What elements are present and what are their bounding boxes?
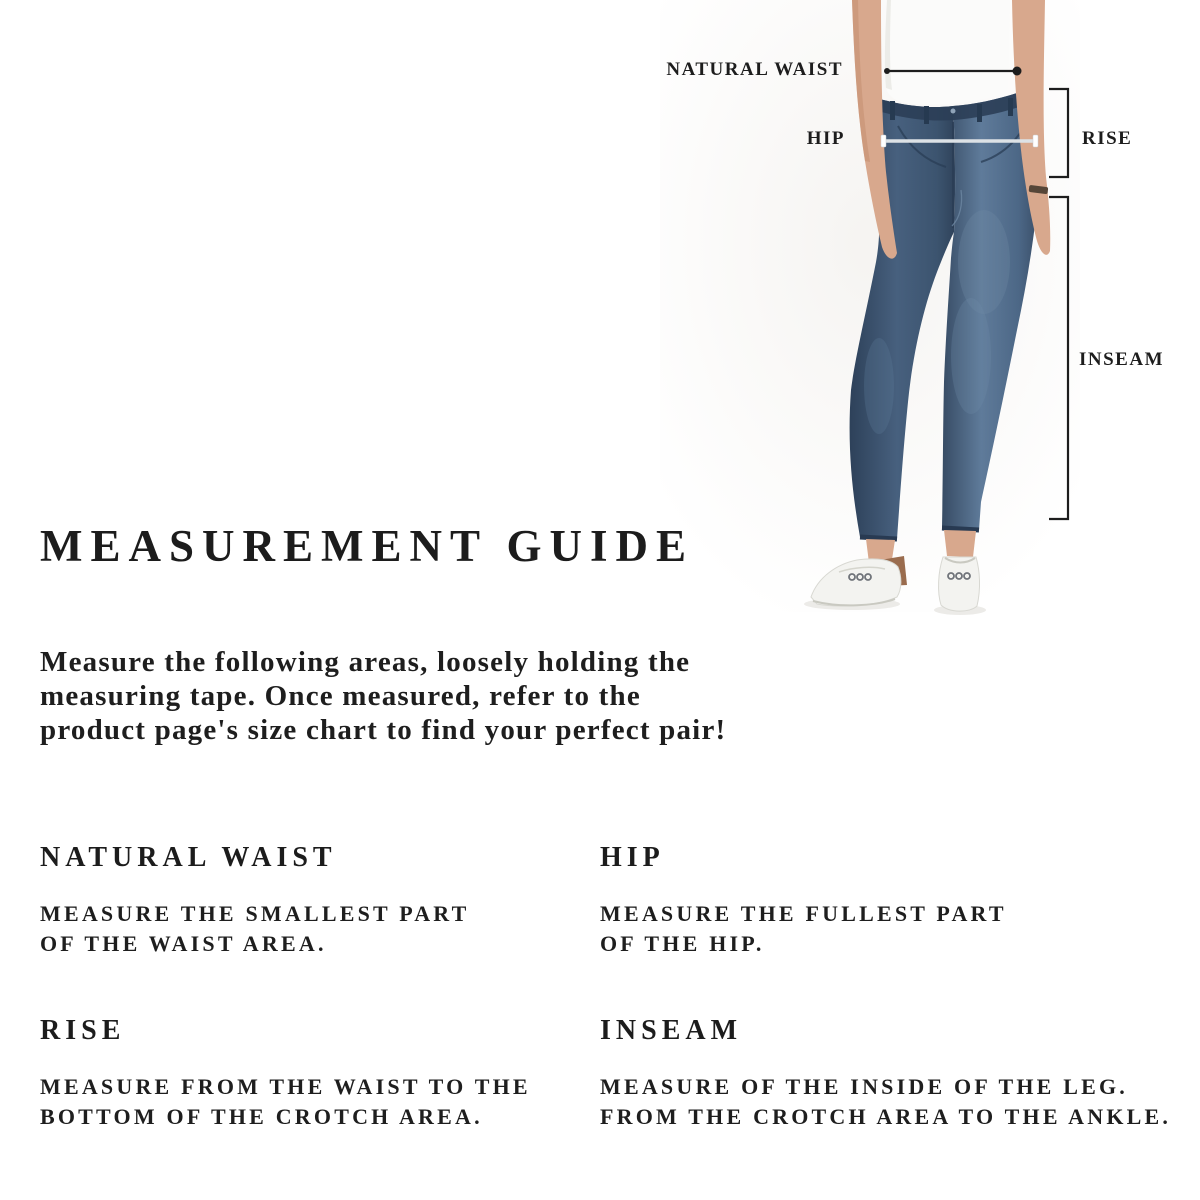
belt-loop [1008,98,1013,116]
section-inseam [600,1014,1172,1132]
denim-highlight [951,298,991,414]
right-loafer [939,557,980,611]
intro-line: measuring tape. Once measured, refer to the [40,680,641,712]
denim-highlight [864,338,894,434]
section-title: HIP [600,842,665,873]
denim-highlight [958,210,1010,314]
left-cuff-hem [860,537,897,539]
hip-line-endpoint [1033,135,1038,147]
section-title: INSEAM [600,1015,743,1046]
hip-line-endpoint [881,135,886,147]
section-text-line: FROM THE CROTCH AREA TO THE ANKLE. [600,1104,1172,1129]
right-ankle [944,530,976,557]
section-title: NATURAL WAIST [40,842,337,873]
inseam-label: INSEAM [1079,349,1165,370]
waist-line-endpoint [884,68,890,74]
section-text-line: MEASURE FROM THE WAIST TO THE [40,1074,531,1099]
section-text-line: MEASURE THE SMALLEST PART [40,901,470,926]
intro-line: Measure the following areas, loosely holding the [40,646,691,678]
right-cuff-hem [942,528,979,530]
intro-line: product page's size chart to find your perfect pair! [40,714,727,746]
waist-line-endpoint [1013,67,1022,76]
section-natural-waist [40,841,580,959]
rise-label: RISE [1082,128,1133,149]
section-text-line: OF THE HIP. [600,931,765,956]
jeans-model-illustration [640,0,1200,620]
jeans-button [951,109,956,114]
natural-waist-label: NATURAL WAIST [666,59,843,80]
section-text-line: MEASURE OF THE INSIDE OF THE LEG. [600,1074,1128,1099]
section-hip [600,841,1140,959]
section-rise [40,1014,580,1132]
white-top [885,0,1010,105]
section-text-line: BOTTOM OF THE CROTCH AREA. [40,1104,483,1129]
belt-loop [977,104,982,122]
belt-loop [924,106,929,124]
belt-loop [890,101,895,120]
page-title: MEASUREMENT GUIDE [40,521,694,571]
hip-label: HIP [806,128,845,149]
intro-paragraph [40,645,726,747]
section-text-line: MEASURE THE FULLEST PART [600,901,1007,926]
section-title: RISE [40,1015,126,1046]
section-text-line: OF THE WAIST AREA. [40,931,327,956]
